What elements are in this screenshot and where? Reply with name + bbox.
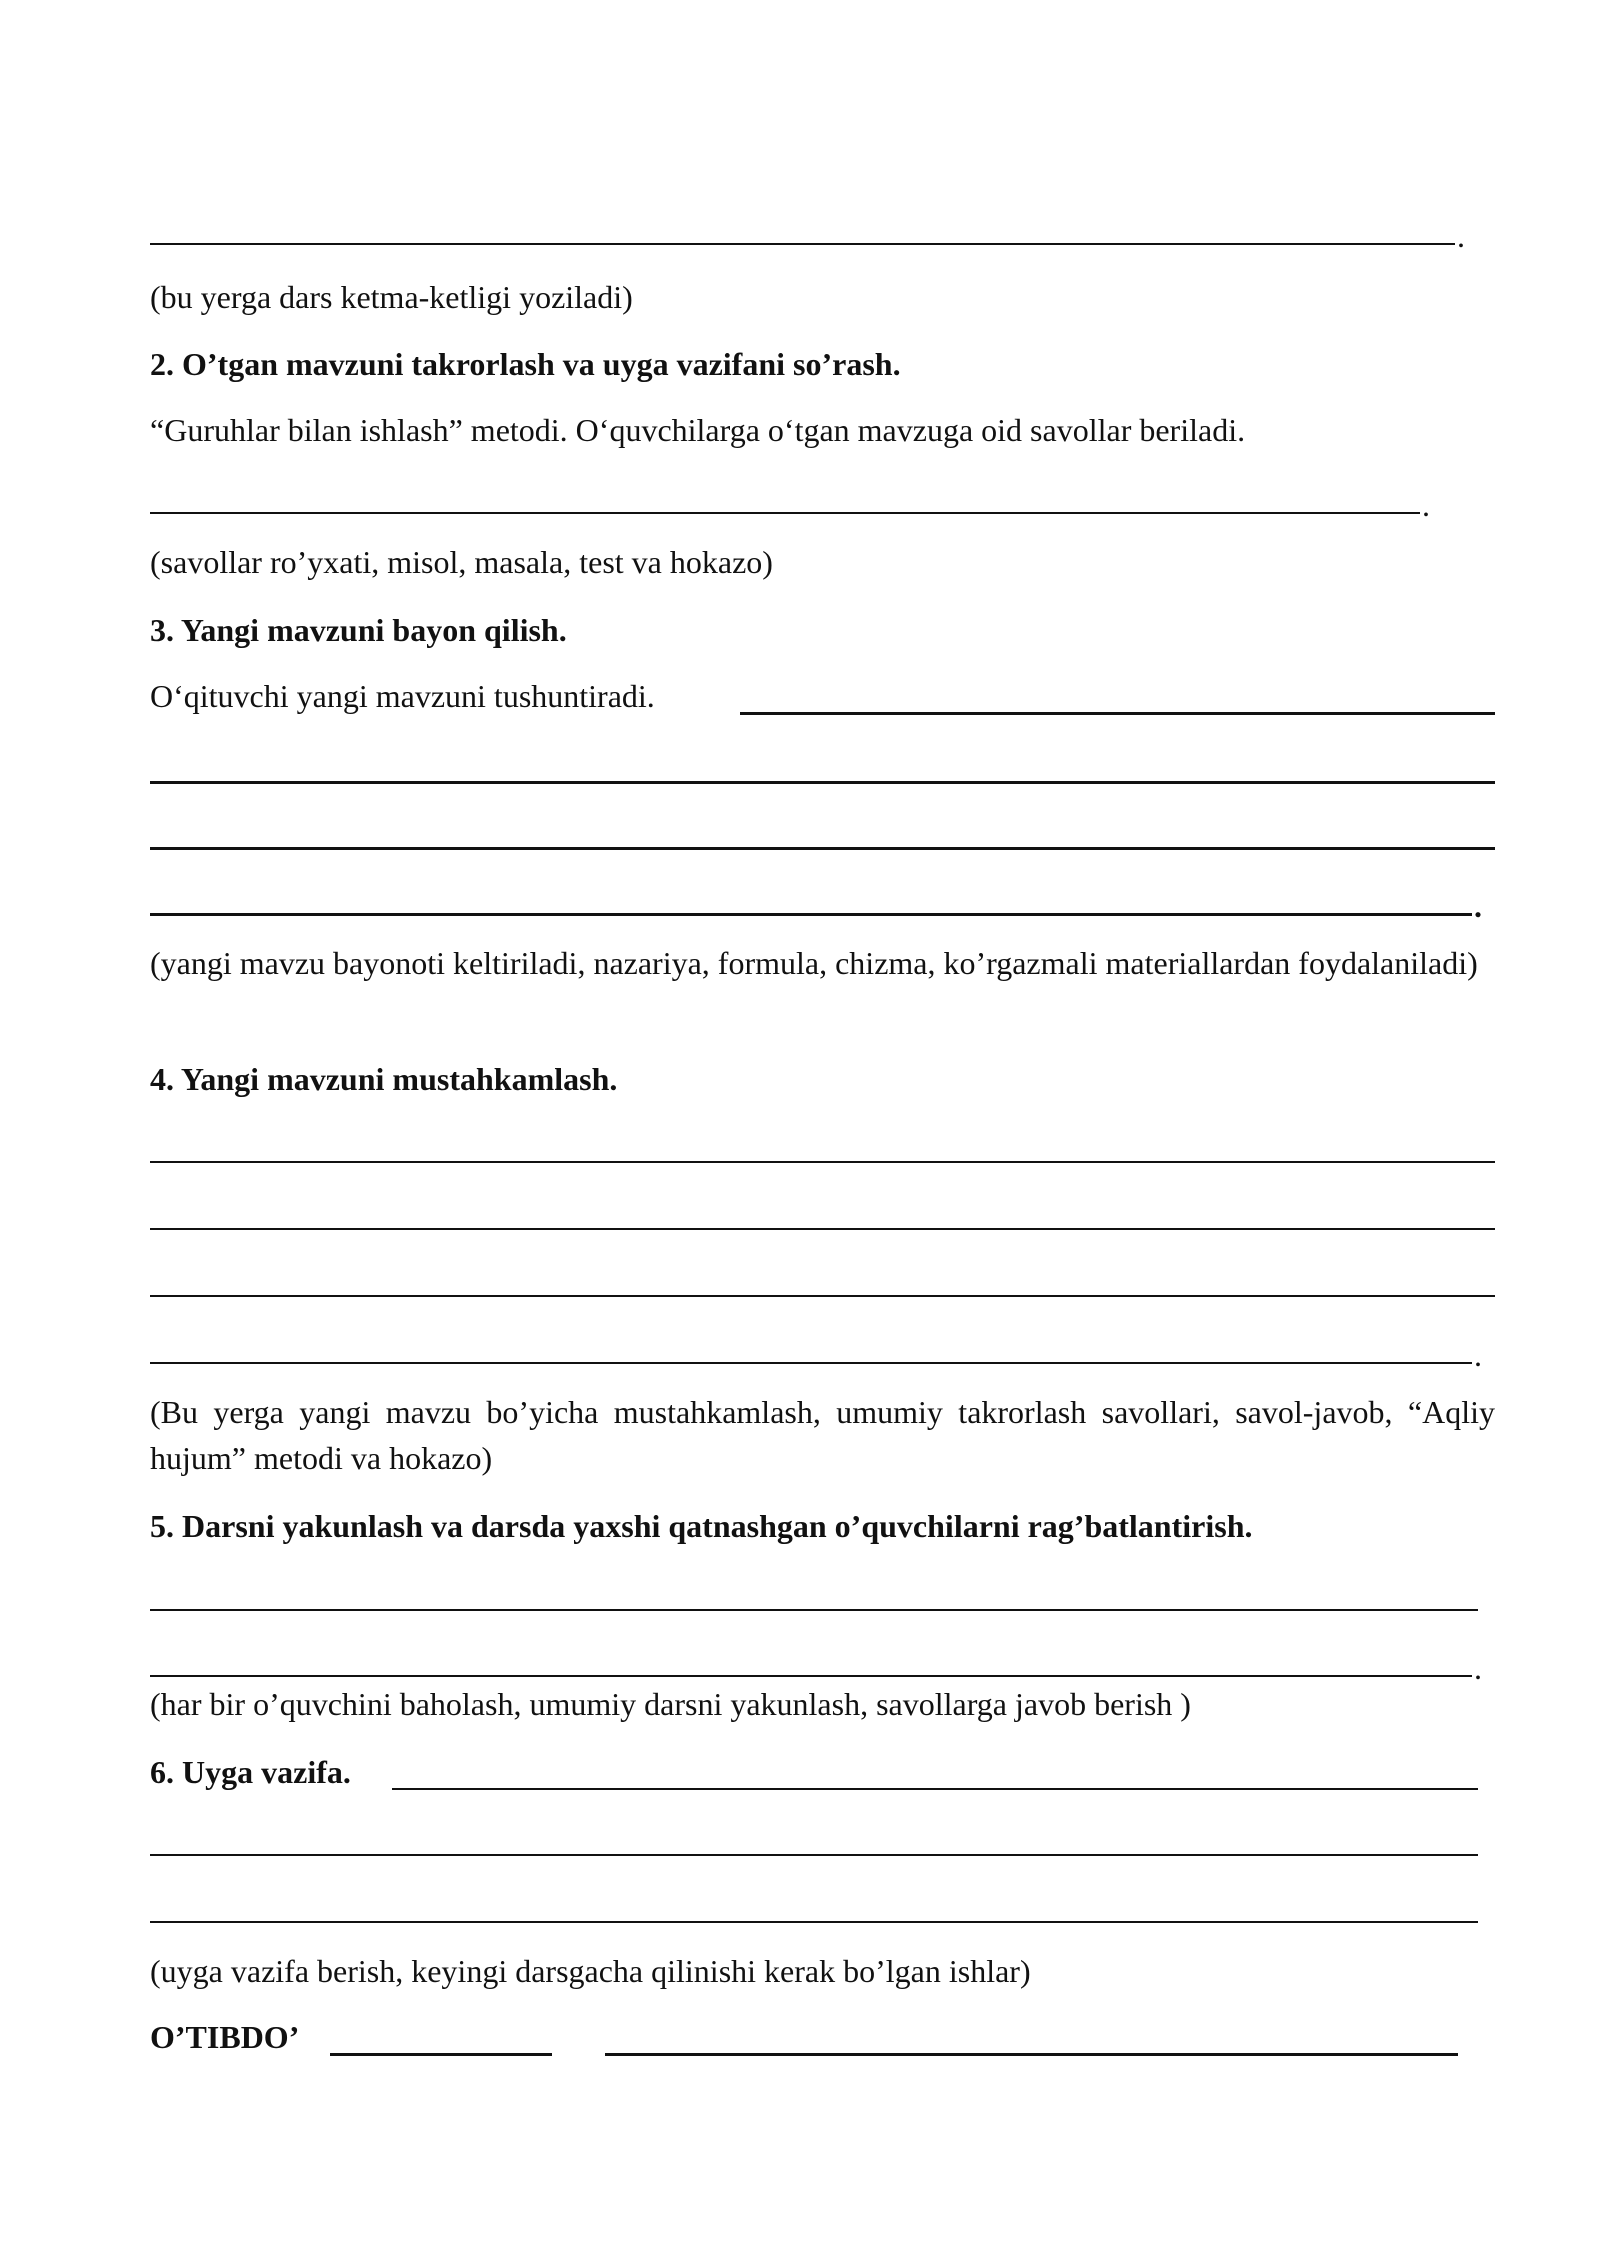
note-questions-list: (savollar ro’yxati, misol, masala, test va hokazo) xyxy=(150,544,773,580)
section-heading-4: 4. Yangi mavzuni mustahkamlash. xyxy=(150,1061,618,1097)
blank-line[interactable] xyxy=(150,781,1495,784)
note-homework: (uyga vazifa berish, keyingi darsgacha qilinishi kerak bo’lgan ishlar) xyxy=(150,1953,1031,1989)
note-lesson-sequence: (bu yerga dars ketma-ketligi yoziladi) xyxy=(150,279,633,315)
line-period: . xyxy=(1457,218,1465,254)
blank-line[interactable] xyxy=(392,1788,1478,1790)
signature-long-line[interactable] xyxy=(605,2053,1458,2056)
blank-line[interactable] xyxy=(150,1675,1472,1677)
line-period: . xyxy=(1422,487,1430,523)
blank-line[interactable] xyxy=(150,243,1455,245)
blank-line[interactable] xyxy=(150,847,1495,850)
blank-line[interactable] xyxy=(150,913,1472,916)
line-period: . xyxy=(1474,888,1482,924)
line-period: . xyxy=(1474,1337,1482,1373)
signature-short-line[interactable] xyxy=(330,2053,552,2056)
note-consolidation: (Bu yerga yangi mavzu bo’yicha mustahkamlash, umumiy takrorlash savollari, savol-javob, “Aqliy hujum” metodi va hokazo) xyxy=(150,1394,1495,1476)
blank-line[interactable] xyxy=(150,1921,1478,1923)
line-period: . xyxy=(1474,1650,1482,1686)
blank-line[interactable] xyxy=(150,1295,1495,1297)
blank-line[interactable] xyxy=(150,512,1420,514)
note-conclusion: (har bir o’quvchini baholash, umumiy darsni yakunlash, savollarga javob berish ) xyxy=(150,1686,1191,1722)
section-heading-2: 2. O’tgan mavzuni takrorlash va uyga vazifani so’rash. xyxy=(150,346,901,382)
section-text-3: O‘qituvchi yangi mavzuni tushuntiradi. xyxy=(150,678,655,714)
blank-line[interactable] xyxy=(740,712,1495,715)
section-text-2: “Guruhlar bilan ishlash” metodi. O‘quvchilarga o‘tgan mavzuga oid savollar beriladi. xyxy=(150,412,1246,448)
section-heading-3: 3. Yangi mavzuni bayon qilish. xyxy=(150,612,567,648)
blank-line[interactable] xyxy=(150,1362,1472,1364)
blank-line[interactable] xyxy=(150,1228,1495,1230)
blank-line[interactable] xyxy=(150,1161,1495,1163)
blank-line[interactable] xyxy=(150,1854,1478,1856)
signature-label: O’TIBDO’ xyxy=(150,2019,300,2055)
note-new-topic: (yangi mavzu bayonoti keltiriladi, nazariya, formula, chizma, ko’rgazmali materiallardan foydalaniladi) xyxy=(150,945,1478,981)
blank-line[interactable] xyxy=(150,1609,1478,1611)
section-heading-6: 6. Uyga vazifa. xyxy=(150,1754,351,1790)
section-heading-5: 5. Darsni yakunlash va darsda yaxshi qatnashgan o’quvchilarni rag’batlantirish. xyxy=(150,1508,1253,1544)
